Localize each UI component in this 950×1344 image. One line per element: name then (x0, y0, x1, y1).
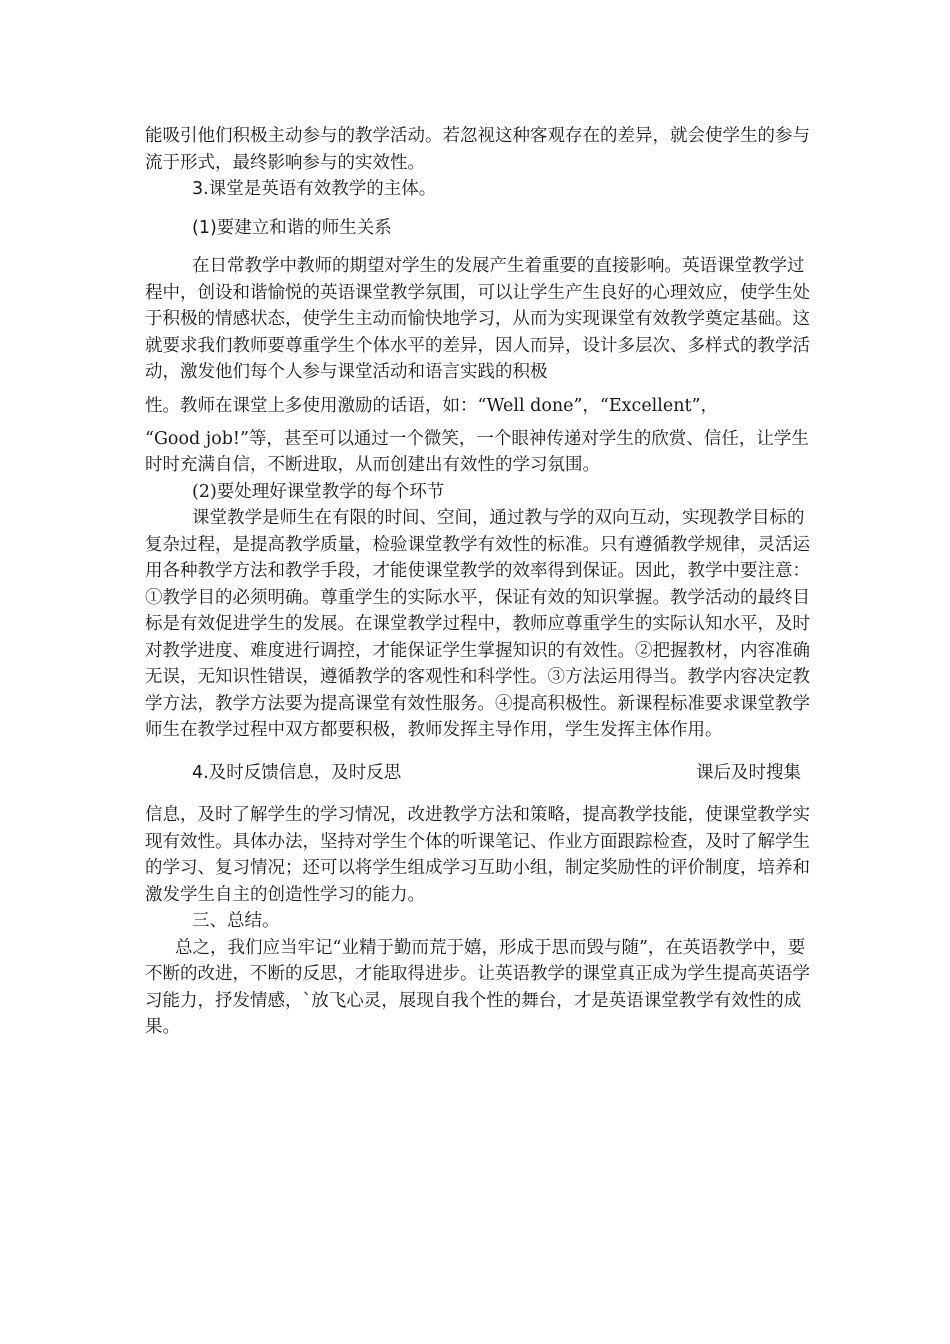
heading-4-row (145, 760, 815, 787)
paragraph-classroom-steps: 课堂教学是师生在有限的时间、空间，通过教与学的双向互动，实现教学目标的复杂过程，是提高教学质量，检验课堂教学有效性的标准。只有遵循教学规律，灵活运用各种教学方法和教学手段，才能使课堂教学的效率得到保证。因此，教学中要注意：①教学目的必须明确。尊重学生的实际水平，保证有效的知识掌握。教学活动的最终目标是有效促进学生的发展。在课堂教学过程中，教师应尊重学生的实际认知水平，及时对教学进度、难度进行调控，才能保证学生掌握知识的有效性。②把握教材，内容准确无误，无知识性错误，遵循教学的客观性和科学性。③方法运用得当。教学内容决定教学方法，教学方法要为提高课堂有效性服务。④提高积极性。新课程标准要求课堂教学师生在教学过程中双方都要积极，教师发挥主导作用，学生发挥主体作用。 (145, 508, 810, 740)
paragraph-teacher-student: 在日常教学中教师的期望对学生的发展产生着重要的直接影响。英语课堂教学过程中，创设和谐愉悦的英语课堂教学氛围，可以让学生产生良好的心理效应，使学生处于积极的情感状态，使学生主动而愉快地学习，从而为实现课堂有效教学奠定基础。这就要求我们教师要尊重学生个体水平的差异，因人而异，设计多层次、多样式的教学活动，激发他们每个人参与课堂活动和语言实践的积极 (145, 256, 810, 382)
paragraph-teacher-student-line3: “Good job!”等，甚至可以通过一个微笑，一个眼神传递对学生的欣赏、信任，让学生时时充满自信，不断进取，从而创建出有效性的学习氛围。 (145, 428, 809, 475)
heading-4-continuation: 课后及时搜集 (696, 762, 801, 783)
heading-4: 4.及时反馈信息，及时反思 (192, 762, 402, 783)
heading-summary: 三、总结。 (192, 911, 280, 931)
paragraph-teacher-student-line2: 性。教师在课堂上多使用激励的话语，如：“Well done”，“Excellent”， (145, 395, 718, 416)
paragraph-feedback: 信息，及时了解学生的学习情况，改进教学方法和策略，提高教学技能，使课堂教学实现有效性。具体办法，坚持对学生个体的听课笔记、作业方面跟踪检查，及时了解学生的学习、复习情况；还可以将学生组成学习互助小组，制定奖励性的评价制度，培养和激发学生自主的创造性学习的能力。 (145, 805, 810, 905)
document-body (145, 123, 815, 1041)
heading-3: 3.课堂是英语有效教学的主体。 (192, 179, 437, 199)
paragraph-intro: 能吸引他们积极主动参与的教学活动。若忽视这种客观存在的差异，就会使学生的参与流于形式，最终影响参与的实效性。 (145, 126, 810, 173)
subheading-3-2: (2)要处理好课堂教学的每个环节 (192, 481, 445, 502)
paragraph-summary: 总之，我们应当牢记“业精于勤而荒于嬉，形成于思而毁与随”，在英语教学中，要不断的改进，不断的反思，才能取得进步。让英语教学的课堂真正成为学生提高英语学习能力，抒发情感，`放飞心灵，展现自我个性的舞台，才是英语课堂教学有效性的成果。 (145, 937, 810, 1037)
subheading-3-1: (1)要建立和谐的师生关系 (192, 217, 392, 238)
